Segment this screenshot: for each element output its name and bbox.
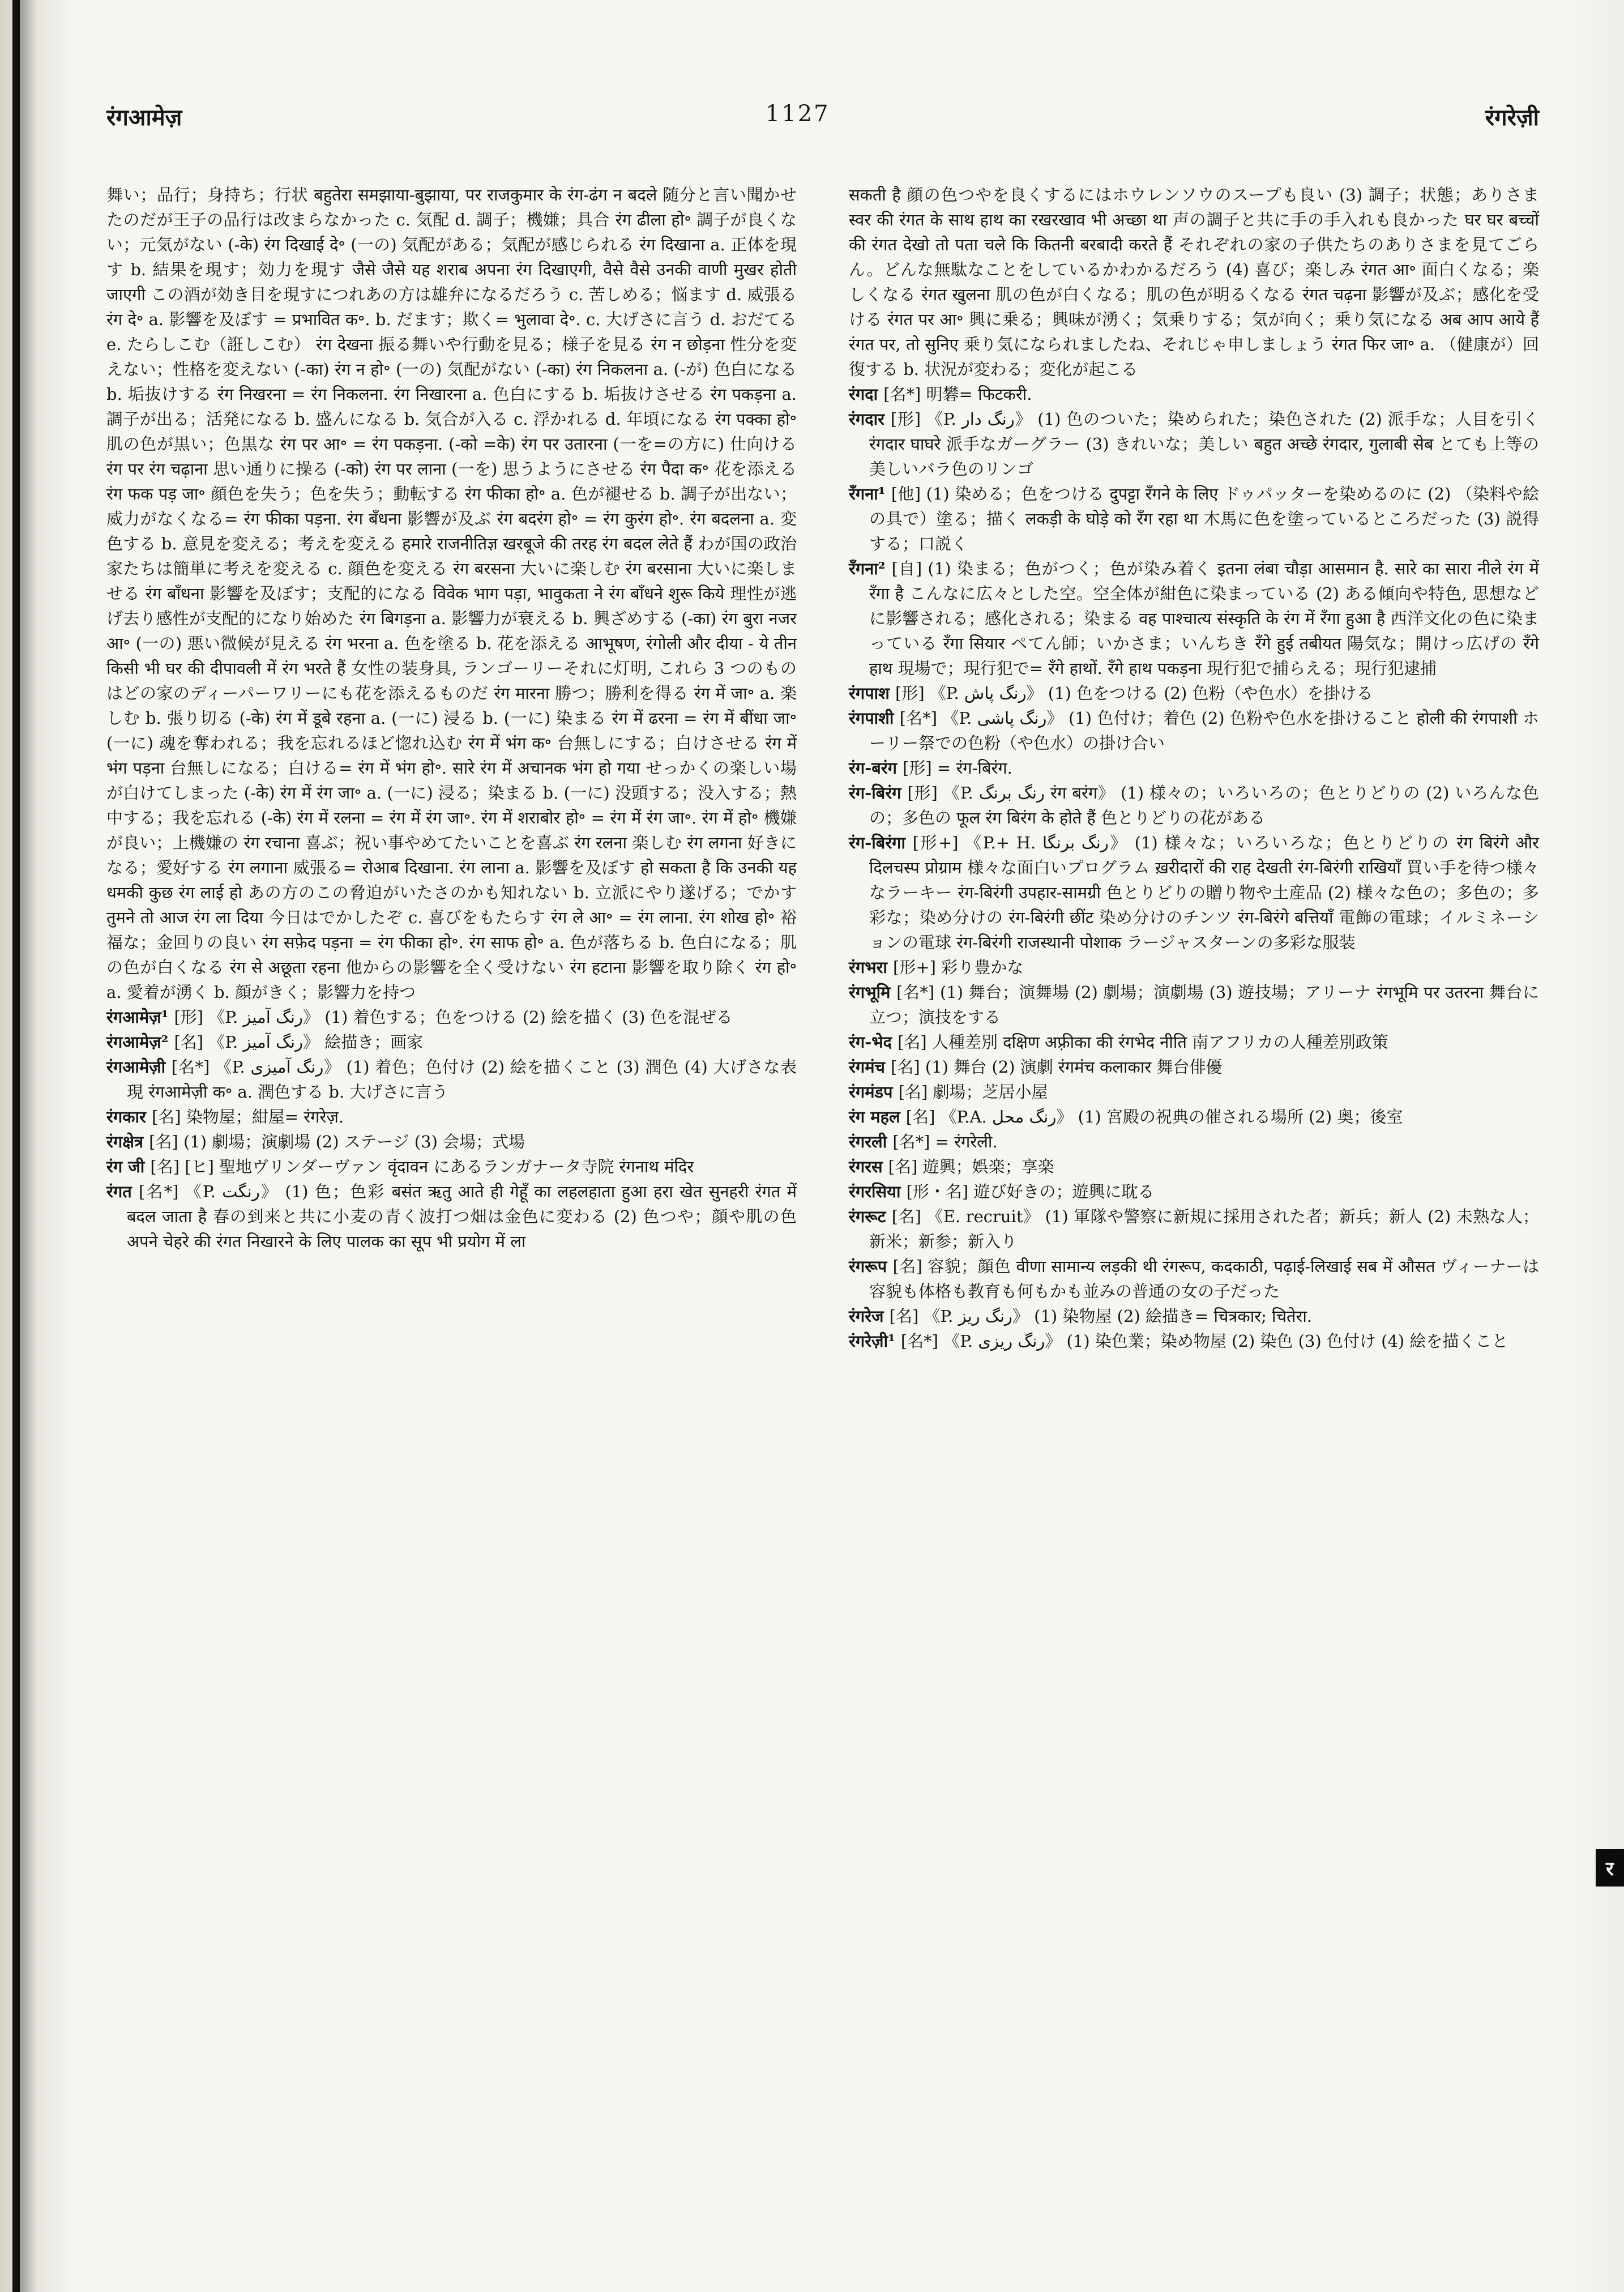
dictionary-entry: रंग जी [名] [ヒ] 聖地ヴリンダーヴァン वृंदावन にあるランガナータ寺院 रंगनाथ मंदिर [106,1157,694,1176]
dictionary-entry: रंगभरा [形+] 彩り豊かな [849,958,1024,977]
entry-headword: रंगपाशी [849,708,900,728]
dictionary-entry: रंग-बरंग [形] = रंग-बिरंग. [849,758,1012,778]
dictionary-entry: रंगआमेज़² [名] 《P. رنگ آمیز》 絵描き；画家 [106,1032,424,1052]
entry-headword: रंगरली [849,1132,893,1151]
entry-headword: रंगकार [106,1107,152,1126]
page-header [106,101,1539,137]
page-number: 1127 [765,101,830,127]
text-columns [106,182,1539,1354]
entry-headword: रंगरूप [849,1257,893,1276]
entry-headword: रंगरूट [849,1207,892,1226]
entry-headword: रंगत [106,1182,139,1201]
dictionary-entry: रंगमंच [名] (1) 舞台 (2) 演劇 रंगमंच कलाकार 舞台俳優 [849,1057,1223,1077]
entry-headword: रंगदार [849,409,891,429]
thumb-index-letter: र [1606,1858,1614,1880]
entry-headword: रंगभूमि [849,983,897,1002]
continued-text: 舞い；品行；身持ち；行状 बहुतेरा समझाया-बुझाया, पर राजकुमार के रंग-ढंग न बदले 随分と言い聞かせたのだが王子の品行は改まらなかった c. 気配 d. 調子；機嫌；具合 रंग ढीला हो॰ 調子が良くない；元気がない (-के) रंग दिखाई दे॰ (一の) 気配がある；気配が感じられる रंग दिखाना a. 正体を現す b. 結果を現す；効力を現す जैसे जैसे यह शराब अपना रंग दिखाएगी, वैसे वैसे उनकी वाणी मुखर होती जाएगी この酒が効き目を現すにつれあの方は雄弁になるだろう c. 苦しめる；悩ます d. 威張る रंग दे॰ a. 影響を及ぼす = प्रभावित क॰. b. だます；欺く= भुलावा दे॰. c. 大げさに言う d. おだてる e. たらしこむ（誑しこむ） रंग देखना 振る舞いや行動を見る；様子を見る रंग न छोड़ना 性分を変えない；性格を変えない (-का) रंग न हो॰ (一の) 気配がない (-का) रंग निकलना a. (-が) 色白になる b. 垢抜けする रंग निखरना = रंग निकलना. रंग निखारना a. 色白にする b. 垢抜けさせる रंग पकड़ना a. 調子が出る；活発になる b. 盛んになる b. 気合が入る c. 浮かれる d. 年頃になる रंग पक्का हो॰ 肌の色が黒い；色黒な रंग पर आ॰ = रंग पकड़ना. (-को =के) रंग पर उतारना (一を=の方に) 仕向ける रंग पर रंग चढ़ाना 思い通りに操る (-को) रंग पर लाना (一を) 思うようにさせる रंग पैदा क॰ 花を添える रंग फक पड़ जा॰ 顔色を失う；色を失う；動転する रंग फीका हो॰ a. 色が褪せる b. 調子が出ない；威力がなくなる= रंग फीका पड़ना. रंग बँधना 影響が及ぶ रंग बदरंग हो॰ = रंग कुरंग हो॰. रंग बदलना a. 変色する b. 意見を変える；考えを変える हमारे राजनीतिज्ञ खरबूजे की तरह रंग बदल लेते हैं わが国の政治家たちは簡単に考えを変える c. 顔色を変える रंग बरसना 大いに楽しむ रंग बरसाना 大いに楽しませる रंग बाँधना 影響を及ぼす；支配的になる विवेक भाग पड़ा, भावुकता ने रंग बाँधने शुरू किये 理性が逃げ去り感性が支配的になり始めた रंग बिगड़ना a. 影響力が衰える b. 興ざめする (-का) रंग बुरा नजर आ॰ (一の) 悪い微候が見える रंग भरना a. 色を塗る b. 花を添える आभूषण, रंगोली और दीया - ये तीन किसी भी घर की दीपावली में रंग भरते हैं 女性の装身具, ランゴーリーそれに灯明, これら 3 つのものはどの家のディーパーワリーにも花を添えるものだ रंग मारना 勝つ；勝利を得る रंग में जा॰ a. 楽しむ b. 張り切る (-के) रंग में डूबे रहना a. (一に) 浸る b. (一に) 染まる रंग में ढरना = रंग में बींधा जा॰ (一に) 魂を奪われる；我を忘れるほど惚れ込む रंग में भंग क॰ 台無しにする；白けさせる रंग में भंग पड़ना 台無しになる；白ける= रंग में भंग हो॰. सारे रंग में अचानक भंग हो गया せっかくの楽しい場が白けてしまった (-के) रंग में रंग जा॰ a. (一に) 浸る；染まる b. (一に) 没頭する；没入する；熱中する；我を忘れる (-के) रंग में रलना = रंग में रंग जा॰. रंग में शराबोर हो॰ = रंग में रंग जा॰. रंग में हो॰ 機嫌が良い；上機嫌の रंग रचाना 喜ぶ；祝い事やめてたいことを喜ぶ रंग रलना 楽しむ रंग लगना 好きになる；愛好する रंग लगाना 威張る= रोआब दिखाना. रंग लाना a. 影響を及ぼす हो सकता है कि उनकी यह धमकी कुछ रंग लाई हो あの方のこの脅迫がいたさのかも知れない b. 立派にやり遂げる；でかす तुमने तो आज रंग ला दिया 今日はでかしたぞ c. 喜びをもたらす रंग ले आ॰ = रंग लाना. रंग शोख हो॰ 裕福な；金回りの良い रंग सफ़ेद पड़ना = रंग फीका हो॰. रंग साफ हो॰ a. 色が落ちる b. 色白になる；肌の色が白くなる रंग से अछूता रहना 他からの影響を全く受けない रंग हटाना 影響を取り除く रंग हो॰ a. 愛着が湧く b. 顔がきく；影響力を持つ [106,185,797,1002]
entry-headword: रंगआमेज़² [106,1032,174,1052]
dictionary-entry: रंगरली [名*] = रंगरेली. [849,1132,998,1151]
dictionary-entry: रंगभूमि [名*] (1) 舞台；演舞場 (2) 劇場；演劇場 (3) 遊技場；アリーナ रंगभूमि पर उतरना 舞台に立つ；演技をする [849,983,1539,1027]
entry-headword: रंगदा [849,385,884,404]
dictionary-entry: रँगना¹ [他] (1) 染める；色をつける दुपट्टा रँगने के लिए ドゥパッターを染めるのに (2) （染料や絵の具で）塗る；描く लकड़ी के घोड़े को रँग रहा था 木馬に色を塗っているところだった (3) 説得する；口説く [849,484,1539,553]
binding-shadow [20,0,37,2292]
dictionary-entry: रंगक्षेत्र [名] (1) 劇場；演劇場 (2) ステージ (3) 会場；式場 [106,1132,525,1151]
entry-headword: रंग-भेद [849,1032,898,1052]
entry-headword: रंगआमेज़ी [106,1057,172,1077]
entry-headword: रंगरेज [849,1307,890,1326]
dictionary-entry: रंगमंडप [名] 劇場；芝居小屋 [849,1082,1048,1102]
dictionary-entry: रंग-बिरंगा [形+] 《P.+ H. رنگ برنگا》 (1) 様々な；いろいろな；色とりどりの रंग बिरंगे और दिलचस्प प्रोग्राम 様々な面白いプログラム ख़रीदारों की राह देखती रंग-बिरंगी राखियाँ 買い手を待つ様々なラーキー रंग-बिरंगी उपहार-सामग्री 色とりどりの贈り物や土産品 (2) 様々な色の；多色の；多彩な；染め分けの रंग-बिरंगी छींट 染め分けのチンツ रंग-बिरंगे बत्तियाँ 電飾の電球；イルミネーションの電球 रंग-बिरंगी राजस्थानी पोशाक ラージャスターンの多彩な服装 [849,833,1539,952]
dictionary-entry: रंगरूप [名] 容貌；顔色 वीणा सामान्य लड़की थी रंगरूप, कदकाठी, पढ़ाई-लिखाई सब में औसत ヴィーナーは容貌も体格も教育も何もかも並みの普通の女の子だった [849,1257,1539,1301]
dictionary-entry: रंगरूट [名] 《E. recruit》 (1) 軍隊や警察に新規に採用された者；新兵；新人 (2) 未熟な人；新米；新参；新入り [849,1207,1539,1251]
entry-headword: रंग-बिरंग [849,783,908,803]
entry-headword: रँगना¹ [849,484,891,503]
dictionary-entry: रंगदा [名*] 明礬= फिटकरी. [849,385,1032,404]
entry-headword: रंग-बरंग [849,758,903,778]
dictionary-entry: रंगपाशी [名*] 《P. رنگ پاشی》 (1) 色付け；着色 (2) 色粉や色水を掛けること होली की रंगपाशी ホーリー祭での色粉（や色水）の掛け合い [849,708,1539,753]
entry-headword: रंग जी [106,1157,151,1176]
dictionary-entry: रंगरसिया [形・名] 遊び好きの；遊興に耽る [849,1182,1155,1201]
dictionary-entry: रंगआमेज़ी [名*] 《P. رنگ آمیزی》 (1) 着色；色付け (2) 絵を描くこと (3) 潤色 (4) 大げさな表現 रंगआमेज़ी क॰ a. 潤色する b. 大げさに言う [106,1057,797,1102]
entry-headword: रंगआमेज़¹ [106,1008,174,1027]
entry-headword: रंगपाश [849,684,895,703]
entry-headword: रंग महल [849,1107,906,1126]
dictionary-entry: रंग-बिरंग [形] 《P. رنگ برنگ रंग बरंग》 (1) 様々の；いろいろの；色とりどりの (2) いろんな色の；多色の फूल रंग बिरंग के होते हैं 色とりどりの花がある [849,783,1539,827]
dictionary-entry: रंगरेज़ी¹ [名*] 《P. رنگ ریزی》 (1) 染色業；染め物屋 (2) 染色 (3) 色付け (4) 絵を描くこと [849,1331,1508,1351]
dictionary-entry: रंगरेज [名] 《P. رنگ ریز》 (1) 染物屋 (2) 絵描き= चित्रकार; चितेरा. [849,1307,1313,1326]
binding-edge [12,0,20,2292]
entry-headword: रंगमंडप [849,1082,899,1102]
left-column [106,182,797,1354]
entry-headword: रंगभरा [849,958,894,977]
header-guideword-left: रंगआमेज़ [106,104,182,131]
thumb-index-tab [1596,1849,1624,1886]
continued-text: सकती है 顔の色つやを良くするにはホウレンソウのスープも良い (3) 調子；状態；ありさま स्वर की रंगत के साथ हाथ का रखरखाव भी अच्छा था 声の調子と共に手の手入れも良かった घर घर बच्चों की रंगत देखो तो पता चले कि कितनी बरबादी करते हैं それぞれの家の子供たちのありさまを見てごらん。どんな無駄なことをしているかわかるだろう (4) 喜び；楽しみ रंगत आ॰ 面白くなる；楽しくなる रंगत खुलना 肌の色が白くなる；肌の色が明るくなる रंगत चढ़ना 影響が及ぶ；感化を受ける रंगत पर आ॰ 興に乗る；興味が湧く；気乗りする；気が向く；乗り気になる अब आप आये हैं रंगत पर, तो सुनिए 乗り気になられましたね、それじゃ申しましょう रंगत फिर जा॰ a. （健康が）回復する b. 状況が変わる；変化が起こる [849,185,1539,379]
dictionary-entry: रंगकार [名] 染物屋；紺屋= रंगरेज़. [106,1107,344,1126]
entry-headword: रंगमंच [849,1057,891,1077]
entry-headword: रँगना² [849,559,892,578]
entry-headword: रंग-बिरंगा [849,833,913,852]
entry-headword: रंगरसिया [849,1182,907,1201]
header-guideword-right: रंगरेज़ी [1485,104,1539,131]
dictionary-entry: रंग-भेद [名] 人種差別 दक्षिण अफ़्रीका की रंगभेद नीति 南アフリカの人種差別政策 [849,1032,1388,1052]
dictionary-entry: रँगना² [自] (1) 染まる；色がつく；色が染み着く इतना लंबा चौड़ा आसमान है. सारे का सारा नीले रंग में रँगा है こんなに広々とした空。空全体が紺色に染まっている (2) ある傾向や特色, 思想などに影響される；感化される；染まる वह पाश्चात्य संस्कृति के रंग में रँगा हुआ है 西洋文化の色に染まっている रँगा सियार ペてん師；いかさま；いんちき रँगे हुई तबीयत 陽気な；開けっ広げの रँगे हाथ 現場で；現行犯で= रँगे हाथों. रँगे हाथ पकड़ना 現行犯で捕らえる；現行犯逮捕 [849,559,1539,678]
entry-headword: रंगरस [849,1157,888,1176]
entry-headword: रंगक्षेत्र [106,1132,149,1151]
dictionary-entry: रंगदार [形] 《P. رنگ دار》 (1) 色のついた；染められた；染色された (2) 派手な；人目を引く रंगदार घाघरे 派手なガーグラー (3) きれいな；美しい बहुत अच्छे रंगदार, गुलाबी सेब とても上等の美しいバラ色のリンゴ [849,409,1539,479]
right-column [849,182,1539,1354]
dictionary-entry: रंगत [名*] 《P. رنگت》 (1) 色；色彩 बसंत ऋतु आते ही गेहूँ का लहलहाता हुआ हरा खेत सुनहरी रंगत में बदल जाता है 春の到来と共に小麦の青く波打つ畑は金色に変わる (2) 色つや；顔や肌の色 अपने चेहरे की रंगत निखारने के लिए पालक का सूप भी प्रयोग में ला [106,1182,797,1251]
dictionary-entry: रंगआमेज़¹ [形] 《P. رنگ آمیز》 (1) 着色する；色をつける (2) 絵を描く (3) 色を混ぜる [106,1008,733,1027]
dictionary-entry: रंगरस [名] 遊興；娯楽；享楽 [849,1157,1054,1176]
entry-headword: रंगरेज़ी¹ [849,1331,901,1351]
dictionary-entry: रंगपाश [形] 《P. رنگ پاش》 (1) 色をつける (2) 色粉（や色水）を掛ける [849,684,1373,703]
dictionary-entry: रंग महल [名] 《P.A. رنگ محل》 (1) 宮殿の祝典の催される場所 (2) 奥；後室 [849,1107,1403,1126]
